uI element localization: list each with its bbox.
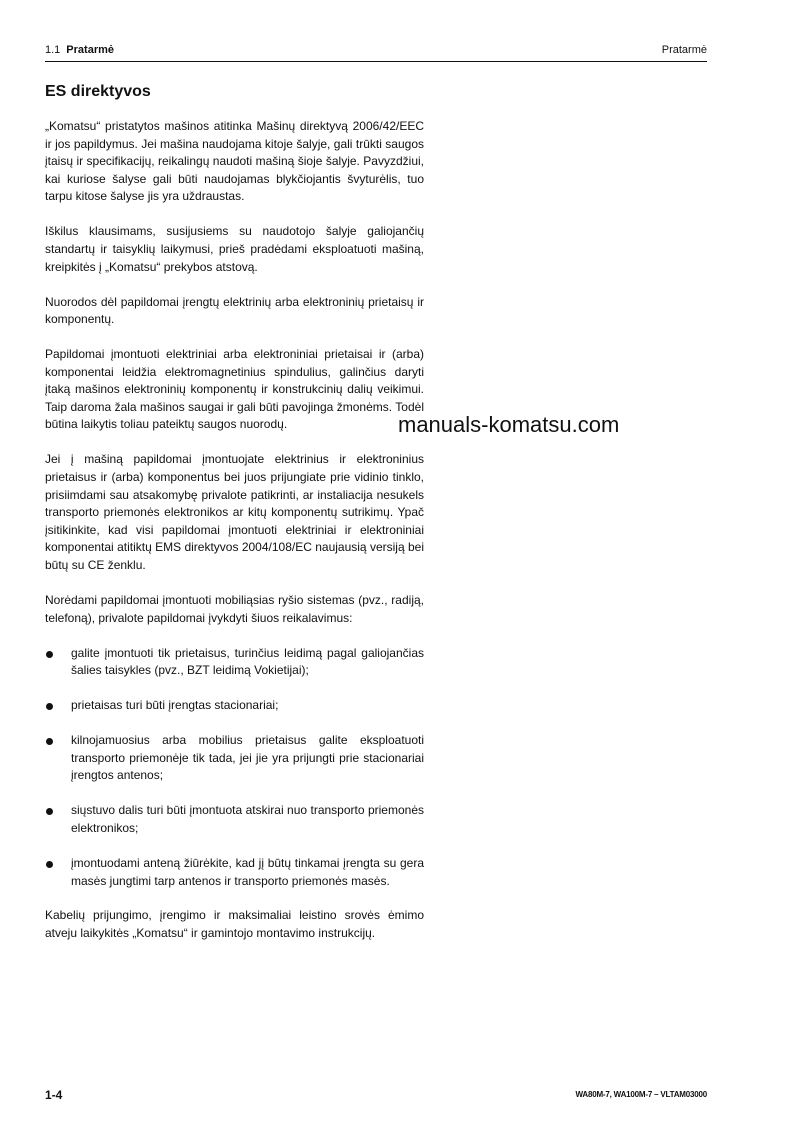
bullet-icon: [46, 738, 53, 745]
page-header: [45, 43, 707, 61]
list-item-text: kilnojamuosius arba mobilius prietaisus galite eksploatuoti transporto priemonėje tik tada, jei jie yra prijungti prie stacionariai įrengtos antenos;: [71, 733, 424, 783]
header-section-number: 1.1: [45, 44, 61, 56]
model-reference: WA80M-7, WA100M-7 – VLTAM03000: [575, 1090, 707, 1099]
bullet-icon: [46, 703, 53, 710]
list-item-text: prietaisas turi būti įrengtas stacionariai;: [71, 698, 279, 713]
paragraph: Nuorodos dėl papildomai įrengtų elektrinių arba elektroninių prietaisų ir komponentų.: [45, 294, 424, 327]
watermark: manuals-komatsu.com: [398, 412, 620, 437]
header-section-title: Pratarmė: [66, 44, 114, 56]
page-title: ES direktyvos: [45, 83, 151, 100]
bullet-icon: [46, 651, 53, 658]
list-item-text: įmontuodami anteną žiūrėkite, kad jį būtų tinkamai įrengta su gera masės jungtimi tarp antenos ir transporto priemonės masės.: [71, 855, 424, 888]
paragraph: Norėdami papildomai įmontuoti mobiliąsias ryšio sistemas (pvz., radiją, telefoną), privalote papildomai įvykdyti šiuos reikalavimus:: [45, 593, 424, 625]
list-item-text: galite įmontuoti tik prietaisus, turinčius leidimą pagal galiojančias šalies taisykles (pvz., BZT leidimą Vokietijai);: [71, 645, 424, 678]
paragraph: Iškilus klausimams, susijusiems su naudotojo šalyje galiojančių standartų ir taisyklių laikymusi, prieš pradėdami eksploatuoti mašiną, kreipkitės į „Komatsu“ prekybos atstovą.: [45, 224, 424, 274]
header-divider: [45, 61, 707, 62]
closing-paragraph: Kabelių prijungimo, įrengimo ir maksimaliai leistino srovės ėmimo atveju laikykitės „Komatsu“ ir gamintojo montavimo instrukcijų.: [45, 908, 424, 941]
document-body: [45, 118, 424, 960]
list-item: [45, 802, 424, 837]
bullet-icon: [46, 808, 53, 815]
requirements-list: [45, 645, 424, 891]
list-item: [45, 697, 424, 715]
list-item: [45, 645, 424, 680]
list-item: [45, 855, 424, 890]
paragraph: Papildomai įmontuoti elektriniai arba elektroniniai prietaisai ir (arba) komponentai leidžia elektromagnetinius spindulius, galinčius daryti įtaką mašinos elektroninių komponentų ir konstrukcinių dalių veikimui. Taip daroma žala mašinos saugai ir gali būti pavojinga žmonėms. Todėl būtina laikytis toliau pateiktų saugos nuorodų.: [45, 347, 424, 432]
page-number: 1-4: [45, 1088, 63, 1102]
header-right-title: Pratarmė: [661, 44, 707, 56]
paragraph: „Komatsu“ pristatytos mašinos atitinka Mašinų direktyvą 2006/42/EEC ir jos papildymus. Jei mašina naudojama kitoje šalyje, gali trūkti saugos įtaisų ir specifikacijų, reikalingų naudoti mašiną šioje šalyje. Pavyzdžiui, kai kuriose šalyse gali būti naudojamas blykčiojantis švyturėlis, tuo tarpu kitose šalyse jis yra uždraustas.: [45, 119, 424, 204]
bullet-icon: [46, 861, 53, 868]
list-item: [45, 732, 424, 785]
header-section: [45, 43, 114, 57]
paragraph: Jei į mašiną papildomai įmontuojate elektrinius ir elektroninius prietaisus ir (arba) komponentus bei juos prijungiate prie vidinio tinklo, prisiimdami sau atsakomybę privalote patikrinti, ar instaliacija nesukels transporto priemonės elektronikos ar kitų komponentų sutrikimų. Ypač įsitikinkite, kad visi papildomai įmontuoti elektriniai ir elektroniniai komponentai atitiktų EMS direktyvos 2004/108/EC naujausią versiją bei būtų su CE ženklu.: [45, 452, 424, 573]
list-item-text: siųstuvo dalis turi būti įmontuota atskirai nuo transporto priemonės elektronikos;: [71, 803, 424, 835]
